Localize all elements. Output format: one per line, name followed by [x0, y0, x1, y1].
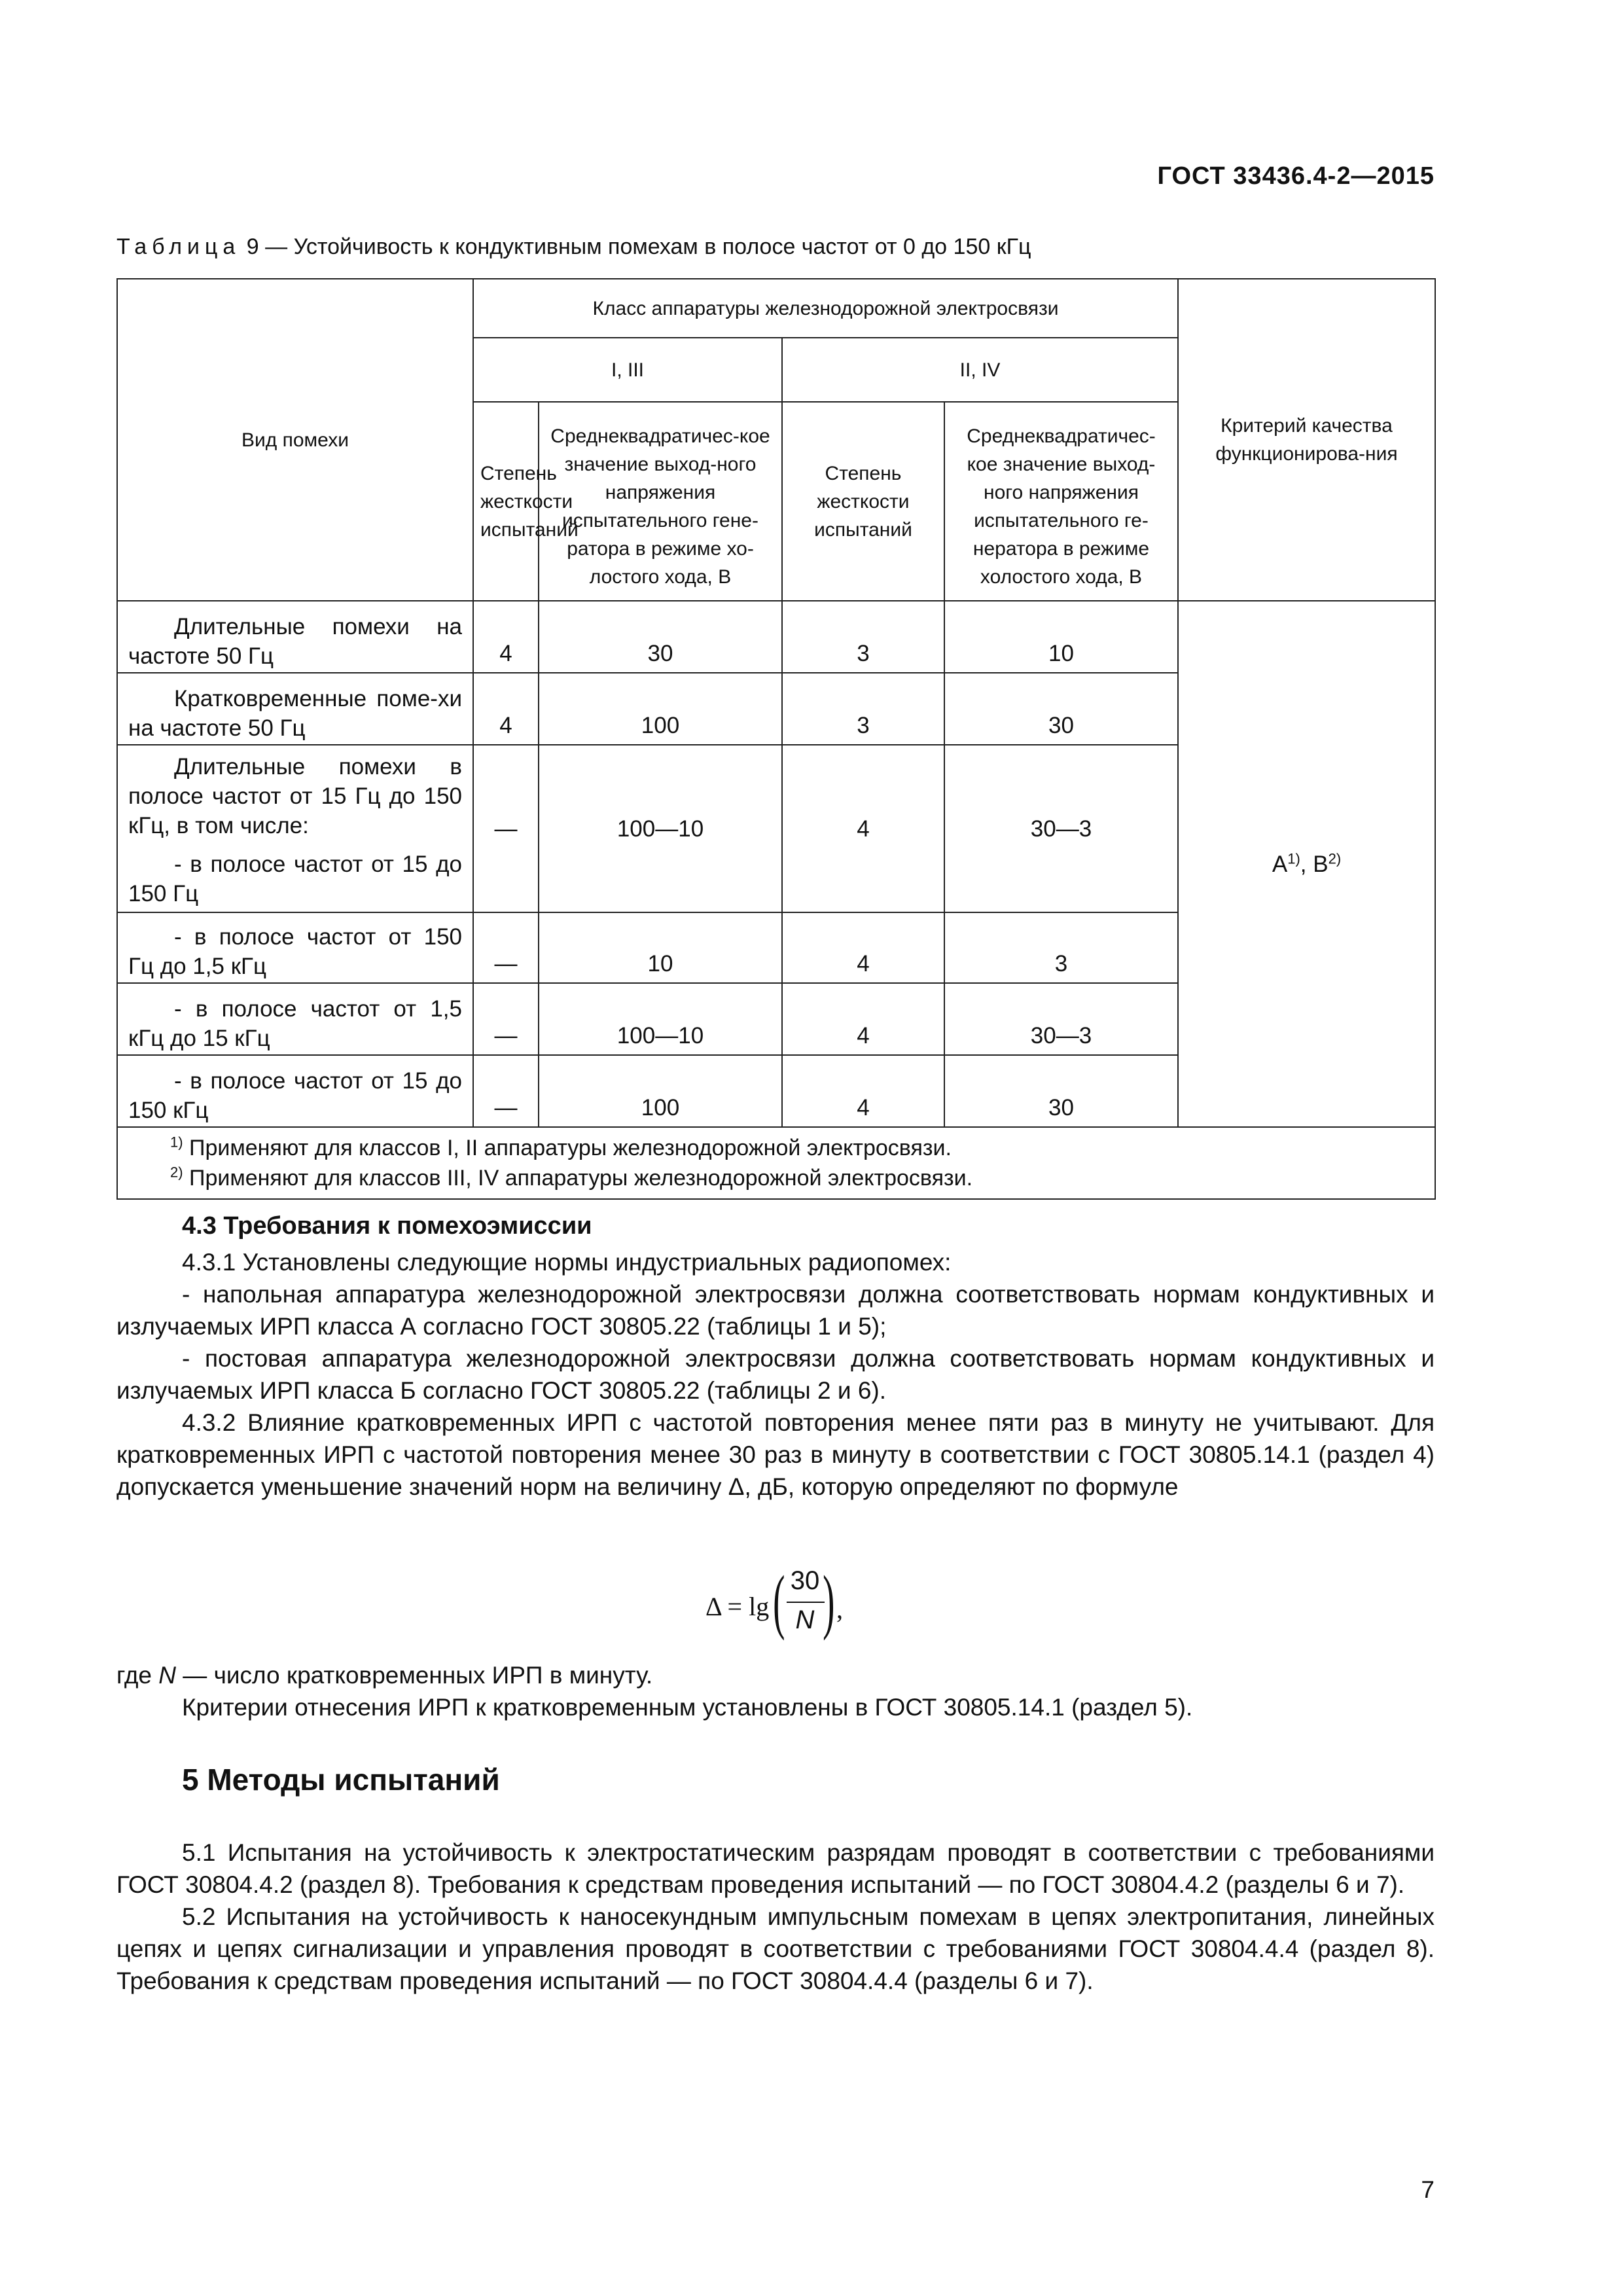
page-number: 7: [1421, 2176, 1435, 2203]
row-kind: - в полосе частот от 150 Гц до 1,5 кГц: [117, 912, 473, 983]
row-rms-b: 30—3: [944, 745, 1178, 912]
table-row: [117, 601, 1435, 673]
paragraph: 4.3.1 Установлены следующие нормы индустриальных радиопомех:: [182, 1249, 952, 1276]
row-degree-b: 4: [782, 983, 944, 1055]
row-rms-a: 100: [539, 1055, 782, 1127]
paragraph: 4.3.2 Влияние кратковременных ИРП с частотой повторения менее пяти раз в минуту не учитывают. Для кратковременных ИРП с частотой повторения менее 30 раз в минуту в соответствии с ГОСТ 30805.14.1 (раздел 4) допускается уменьшение значений норм на величину Δ, дБ, которую определяют по формуле: [116, 1409, 1435, 1500]
row-kind: Длительные помехи в полосе частот от 15 Гц до 150 кГц, в том числе: - в полосе частот от 15 до 150 Гц: [117, 745, 473, 912]
formula-paren-right: ): [823, 1561, 835, 1641]
row-degree-a: 4: [473, 673, 539, 745]
row-degree-b: 3: [782, 601, 944, 673]
section-4-3-body: [116, 1246, 1435, 1503]
header-rms-b: Среднеквадратичес-кое значение выход-ного напряжения испытательного ге-нератора в режиме холостого хода, В: [944, 402, 1178, 601]
immunity-table: [116, 278, 1436, 1200]
row-rms-a: 100: [539, 673, 782, 745]
paragraph: 5.1 Испытания на устойчивость к электростатическим разрядам проводят в соответствии с требованиями ГОСТ 30804.4.2 (раздел 8). Требования к средствам проведения испытаний — по ГОСТ 30804.4.2 (разделы 6 и 7).: [116, 1839, 1435, 1898]
formula-tail: ,: [836, 1594, 843, 1624]
header-kind: Вид помехи: [117, 279, 473, 601]
row-rms-b: 3: [944, 912, 1178, 983]
row-rms-b: 10: [944, 601, 1178, 673]
row-degree-a: 4: [473, 601, 539, 673]
table-note: $^{2)}$ Применяют для классов III, IV аппаратуры железнодорожной электросвязи.: [170, 1164, 973, 1191]
row-kind: Кратковременные поме-хи на частоте 50 Гц: [117, 673, 473, 745]
header-degree-b: Степень жесткости испытаний: [782, 402, 944, 601]
formula-denominator: N: [795, 1605, 815, 1634]
header-class-ii-iv: II, IV: [782, 338, 1178, 402]
table-caption: [116, 234, 1031, 260]
row-rms-b: 30: [944, 1055, 1178, 1127]
table-notes: [117, 1127, 1435, 1199]
section-4-3-title: 4.3 Требования к помехоэмиссии: [182, 1212, 592, 1240]
row-degree-a: —: [473, 912, 539, 983]
row-degree-b: 4: [782, 745, 944, 912]
where-line: где N — число кратковременных ИРП в минуту.: [116, 1662, 653, 1689]
row-degree-a: —: [473, 1055, 539, 1127]
table-header-row: [117, 279, 1435, 338]
section-5-body: [116, 1837, 1435, 1997]
header-class-group: Класс аппаратуры железнодорожной электросвязи: [473, 279, 1178, 338]
formula-fraction-bar: [787, 1602, 825, 1603]
formula-paren-left: (: [773, 1561, 785, 1641]
row-kind: Длительные помехи на частоте 50 Гц: [117, 601, 473, 673]
paragraph: 5.2 Испытания на устойчивость к наносекундным импульсным помехам в цепях электропитания, линейных цепях и цепях сигнализации и управления проводят в соответствии с требованиями ГОСТ 30804.4.4 (раздел 8). Требования к средствам проведения испытаний — по ГОСТ 30804.4.4 (разделы 6 и 7).: [116, 1903, 1435, 1994]
row-rms-a: 100—10: [539, 983, 782, 1055]
header-class-i-iii: I, III: [473, 338, 782, 402]
row-rms-a: 30: [539, 601, 782, 673]
row-degree-b: 4: [782, 1055, 944, 1127]
attenuation-formula: [705, 1561, 915, 1653]
header-degree-a: Степень жесткости испытаний: [473, 402, 539, 601]
row-kind: - в полосе частот от 1,5 кГц до 15 кГц: [117, 983, 473, 1055]
row-kind: - в полосе частот от 15 до 150 кГц: [117, 1055, 473, 1127]
row-rms-a: 10: [539, 912, 782, 983]
section-5-title: 5 Методы испытаний: [182, 1763, 500, 1797]
section-4-3-tail: [116, 1659, 1435, 1723]
formula-lhs: Δ = lg: [705, 1592, 770, 1621]
row-rms-a: 100—10: [539, 745, 782, 912]
row-degree-b: 3: [782, 673, 944, 745]
table-caption-label: Таблица: [116, 234, 241, 259]
standard-code-header: ГОСТ 33436.4-2—2015: [1157, 162, 1435, 190]
formula-numerator: 30: [790, 1566, 820, 1595]
table-caption-text: 9 — Устойчивость к кондуктивным помехам в полосе частот от 0 до 150 кГц: [246, 234, 1031, 259]
header-rms-a: Среднеквадратичес-кое значение выход-ного напряжения испытательного гене-ратора в режиме хо-лостого хода, В: [539, 402, 782, 601]
table-notes-row: [117, 1127, 1435, 1199]
row-rms-b: 30: [944, 673, 1178, 745]
row-rms-b: 30—3: [944, 983, 1178, 1055]
criterion-cell: $А^{1)}$, $В^{2)}$: [1178, 601, 1435, 1127]
row-degree-a: —: [473, 745, 539, 912]
paragraph: Критерии отнесения ИРП к кратковременным установлены в ГОСТ 30805.14.1 (раздел 5).: [182, 1694, 1193, 1721]
table-note: $^{1)}$ Применяют для классов I, II аппаратуры железнодорожной электросвязи.: [170, 1134, 952, 1160]
paragraph: - постовая аппаратура железнодорожной электросвязи должна соответствовать нормам кондуктивных и излучаемых ИРП класса Б согласно ГОСТ 30805.22 (таблицы 2 и 6).: [116, 1345, 1435, 1404]
header-criterion: Критерий качества функционирова-ния: [1178, 279, 1435, 601]
row-degree-b: 4: [782, 912, 944, 983]
paragraph: - напольная аппаратура железнодорожной электросвязи должна соответствовать нормам кондуктивных и излучаемых ИРП класса А согласно ГОСТ 30805.22 (таблицы 1 и 5);: [116, 1281, 1435, 1340]
row-degree-a: —: [473, 983, 539, 1055]
